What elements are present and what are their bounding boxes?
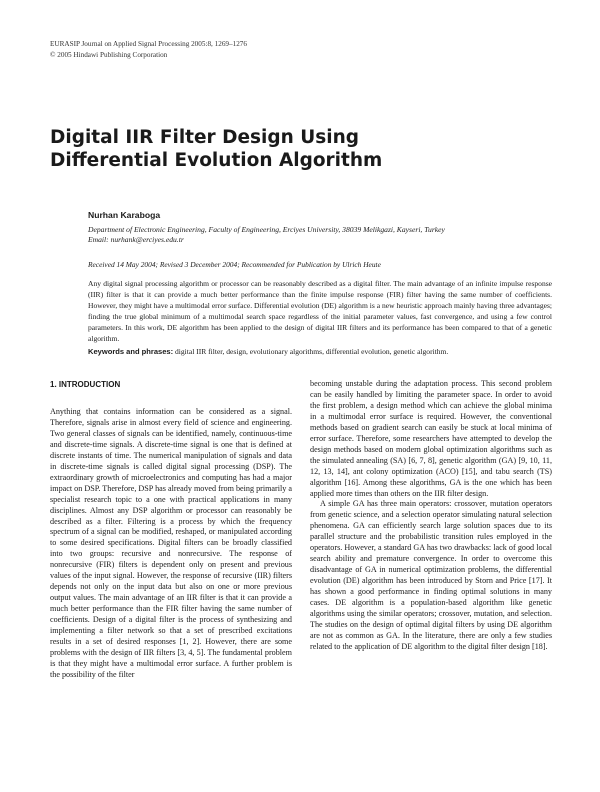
- author-affiliation: Department of Electronic Engineering, Faculty of Engineering, Erciyes University, 38039 Melikgazi, Kayseri, Turkey: [88, 225, 445, 234]
- keywords-label: Keywords and phrases:: [88, 347, 174, 356]
- right-column: [310, 379, 552, 653]
- publication-dates: Received 14 May 2004; Revised 3 December 2004; Recommended for Publication by Ulrich Heute: [88, 260, 381, 269]
- intro-paragraph-2: becoming unstable during the adaptation process. This second problem can be easily handled by limiting the parameter space. In order to avoid the first problem, a design method which can achieve the global minima in a multimodal error surface is required. However, the conventional methods based on gradient search can easily be stuck at local minima of error surface. Therefore, some researchers have attempted to develop the design methods based on modern global optimization algorithms such as the simulated annealing (SA) [6, 7, 8], genetic algorithm (GA) [9, 10, 11, 12, 13, 14], ant colony optimization (ACO) [15], and tabu search (TS) algorithm [16]. Among these algorithms, GA is the one which has been applied more times than others on the IIR filter design.: [310, 379, 552, 498]
- copyright-line: © 2005 Hindawi Publishing Corporation: [50, 51, 168, 59]
- author-name: Nurhan Karaboga: [88, 210, 161, 220]
- section-heading: 1. INTRODUCTION: [50, 380, 121, 389]
- keywords-text: digital IIR filter, design, evolutionary algorithms, differential evolution, genetic algorithm.: [175, 347, 449, 356]
- paper-title: Digital IIR Filter Design Using Differential Evolution Algorithm: [50, 127, 383, 171]
- left-column: [50, 379, 292, 681]
- running-header: [50, 39, 247, 61]
- abstract: Any digital signal processing algorithm or processor can be reasonably described as a digital filter. The main advantage of an infinite impulse response (IIR) filter is that it can provide a much better performance than the finite impulse response (FIR) filter having the same number of coefficients. However, they might have a multimodal error surface. Differential evolution (DE) algorithm is a new heuristic approach mainly having three advantages; finding the true global minimum of a multimodal search space regardless of the initial parameter values, fast convergence, and using a few control parameters. In this work, DE algorithm has been applied to the design of digital IIR filters and its performance has been compared to that of a genetic algorithm.: [88, 279, 552, 343]
- intro-paragraph-3: A simple GA has three main operators: crossover, mutation operators from genetic science, and a selection operator simulating natural selection phenomena. GA can efficiently search large solution spaces due to its parallel structure and the probabilistic transition rules employed in the operators. However, a standard GA has two drawbacks: lack of good local search ability and premature convergence. In order to overcome this disadvantage of GA in numerical optimization problems, the differential evolution (DE) algorithm has been introduced by Storn and Price [17]. It has shown a good performance in finding optimal solutions in many cases. DE algorithm is a population-based algorithm like genetic algorithms using the similar operators; crossover, mutation, and selection. The studies on the design of optimal digital filters by using DE algorithm are not as common as GA. In the literature, there are only a few studies related to the application of DE algorithm to the digital filter design [18].: [310, 499, 552, 651]
- author-email: Email: nurhank@erciyes.edu.tr: [88, 235, 184, 244]
- keywords: [88, 346, 552, 357]
- intro-paragraph-1: Anything that contains information can be considered as a signal. Therefore, signals arise in almost every field of science and engineering. Two general classes of signals can be identified, namely, continuous-time and discrete-time signals. A discrete-time signal is one that is defined at discrete instants of time. The numerical manipulation of signals and data in discrete-time signals is called digital signal processing (DSP). The extraordinary growth of microelectronics and computing has had a major impact on DSP. Therefore, DSP has already moved from being primarily a specialist research topic to a one with practical applications in many disciplines. Almost any DSP algorithm or processor can reasonably be described as a filter. Filtering is a process by which the frequency spectrum of a signal can be modified, reshaped, or manipulated according to some desired specifications. Digital filters can be broadly classified into two groups: recursive and nonrecursive. The response of nonrecursive (FIR) filters is dependent only on present and previous values of the input signal. However, the response of recursive (IIR) filters depends not only on the input data but also on one or more previous output values. The main advantage of an IIR filter is that it can provide a much better performance than the FIR filter having the same number of coefficients. Design of a digital filter is the process of synthesizing and implementing a filter network so that a set of prescribed excitations results in a set of desired responses [1, 2]. However, there are some problems with the design of IIR filters [3, 4, 5]. The fundamental problem is that they might have a multimodal error surface. A further problem is the possibility of the filter: [50, 407, 292, 679]
- journal-citation: EURASIP Journal on Applied Signal Processing 2005:8, 1269–1276: [50, 40, 247, 48]
